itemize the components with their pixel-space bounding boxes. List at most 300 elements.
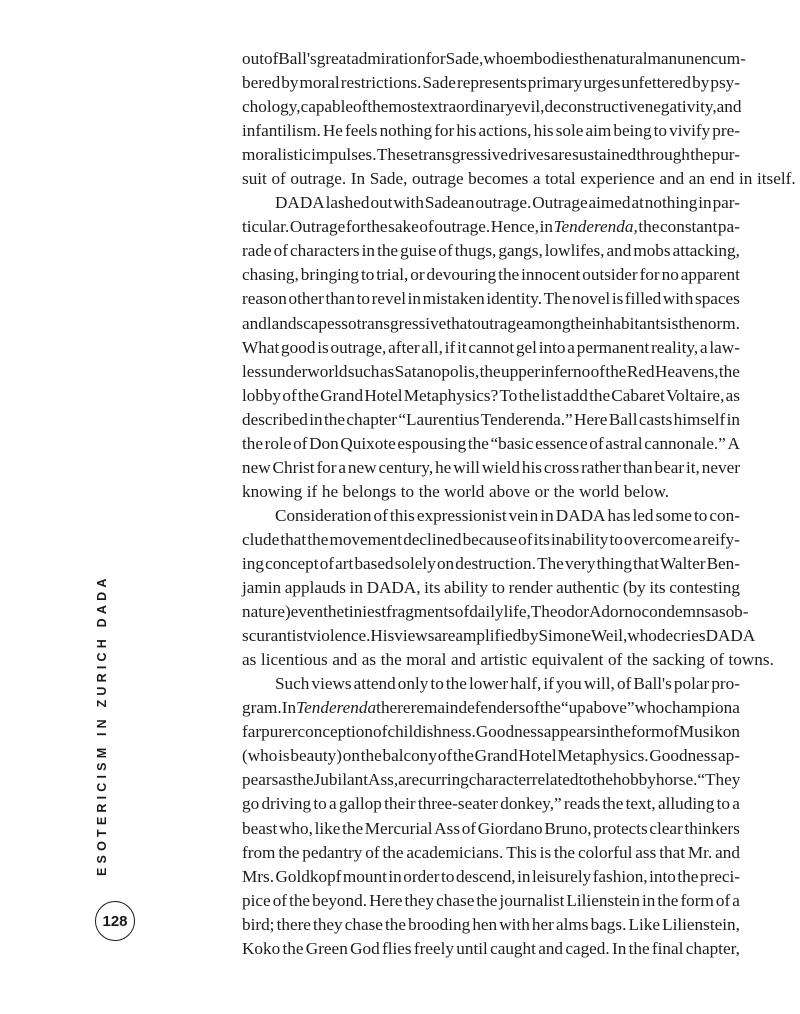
word: into [649, 866, 676, 886]
word: Quixote [340, 433, 396, 453]
word: very [564, 553, 596, 573]
word: of [319, 553, 335, 573]
word: Sadean [424, 193, 475, 213]
word: life, [503, 602, 531, 622]
word: go [242, 794, 260, 814]
page-number: 128 [95, 901, 135, 941]
word: below. [623, 481, 670, 501]
word: that [633, 553, 659, 573]
word: who, [279, 818, 313, 838]
word: pre- [712, 121, 740, 141]
word: Heavens, [654, 361, 719, 381]
word: caught [490, 938, 536, 958]
word: final [651, 938, 684, 958]
word: chase [344, 914, 383, 934]
word: defenders [458, 698, 526, 718]
word: the [377, 241, 399, 261]
word: in [641, 890, 656, 910]
word: Ass [434, 818, 461, 838]
word: in [596, 722, 610, 742]
word: colorful [577, 842, 633, 862]
word: underworld [268, 361, 348, 381]
word: authentic [556, 578, 620, 598]
word: of [664, 722, 679, 742]
word: hen [472, 914, 498, 934]
word: in [361, 241, 376, 261]
word: the [626, 650, 648, 670]
word: into [538, 337, 566, 357]
word: deconstructive [544, 97, 645, 117]
word: academicians. [406, 842, 504, 862]
word: balcony [382, 746, 437, 766]
word: drives [508, 145, 551, 165]
word: alluding [657, 794, 715, 814]
word: beauty) [290, 746, 342, 766]
word: they [313, 914, 343, 934]
word: of [365, 842, 380, 862]
text-line [242, 913, 740, 937]
text-line [242, 648, 774, 672]
word: the [605, 361, 627, 381]
word: reality, [651, 337, 699, 357]
word: the [539, 698, 561, 718]
body-text [242, 47, 796, 961]
word: outsider [582, 265, 638, 285]
word: constant [660, 217, 718, 237]
word: for [434, 121, 455, 141]
word: the [380, 650, 402, 670]
word: to [716, 794, 730, 814]
word: above [489, 481, 531, 501]
word: Here [369, 890, 403, 910]
word: in [540, 505, 554, 525]
word: mistaken [422, 289, 485, 309]
word: with [499, 914, 530, 934]
word: there [276, 914, 311, 934]
word: on [436, 553, 455, 573]
word: are [550, 145, 572, 165]
word: descend, [455, 866, 516, 886]
word: purer [261, 722, 298, 742]
word: ticular. [242, 217, 290, 237]
word: the [638, 217, 660, 237]
word: cross [543, 457, 580, 477]
word: add [563, 385, 588, 405]
word: the [677, 866, 699, 886]
word: declined [403, 529, 462, 549]
word: DADA, [366, 578, 421, 598]
word: daily [469, 602, 504, 622]
word: the [479, 361, 501, 381]
word: Metaphysics? [403, 385, 499, 405]
word: like [314, 818, 341, 838]
word: of [373, 722, 388, 742]
word: Theodor [530, 602, 590, 622]
text-line [242, 215, 740, 239]
word: In [281, 698, 297, 718]
word: characters [289, 241, 360, 261]
word: the [657, 890, 679, 910]
text-line [242, 817, 740, 841]
word: clude [242, 529, 280, 549]
word: Cabaret [611, 385, 665, 405]
word: par- [712, 193, 740, 213]
word: of [454, 602, 470, 622]
word: aim [585, 121, 612, 141]
word: freely [413, 938, 454, 958]
word: spaces [695, 289, 740, 309]
word: protects [593, 818, 648, 838]
text-line [242, 528, 740, 552]
word: its [649, 578, 666, 598]
word: gel [515, 337, 537, 357]
word: his [521, 457, 542, 477]
word: a [532, 169, 541, 189]
word: sustained [572, 145, 637, 165]
word: Goodness [649, 746, 718, 766]
word: novel [572, 289, 611, 309]
word: chapter, [685, 938, 740, 958]
word: the [452, 746, 474, 766]
word: Grand [320, 385, 364, 405]
word: Tenderenda.” [480, 409, 573, 429]
text-line [242, 263, 740, 287]
word: Mr. [687, 842, 713, 862]
word: as [379, 361, 395, 381]
word: is [666, 313, 679, 333]
word: in [698, 193, 712, 213]
word: the [678, 313, 700, 333]
word: as [725, 385, 740, 405]
word: condemns [641, 602, 712, 622]
word: nothing [379, 121, 433, 141]
word: pice [242, 890, 271, 910]
word: his [533, 121, 554, 141]
word: To [499, 385, 518, 405]
word: represents [457, 73, 527, 93]
word: world [579, 481, 620, 501]
word: Such [275, 674, 310, 694]
word: to [441, 866, 455, 886]
word: as [711, 602, 726, 622]
word: of [709, 650, 724, 670]
word: of [353, 97, 368, 117]
word: above” [585, 698, 635, 718]
word: to [400, 481, 415, 501]
word: new [242, 457, 271, 477]
word: chology, [242, 97, 301, 117]
word: who [634, 698, 665, 718]
word: the [366, 217, 388, 237]
word: will [453, 457, 480, 477]
text-line [242, 937, 740, 961]
text-line [242, 744, 740, 768]
word: their [384, 794, 416, 814]
word: In [612, 938, 627, 958]
word: Weil, [590, 626, 628, 646]
word: the [278, 842, 300, 862]
word: of [293, 433, 308, 453]
word: bringing [300, 265, 360, 285]
word: the [518, 385, 540, 405]
text-line [242, 167, 796, 191]
word: has [607, 505, 631, 525]
word: Goldkopf [275, 866, 342, 886]
word: cannot [468, 337, 515, 357]
word: preci- [699, 866, 740, 886]
word: experience [580, 169, 655, 189]
word: a [699, 337, 708, 357]
word: reads [563, 794, 601, 814]
word: clear [649, 818, 683, 838]
word: apparent [680, 265, 740, 285]
word: Sade, [369, 169, 408, 189]
word: her [531, 914, 554, 934]
word: the [554, 842, 576, 862]
word: of [438, 241, 453, 261]
text-line [242, 95, 740, 119]
word: is [278, 746, 290, 766]
word: are [434, 626, 456, 646]
word: outrage [412, 169, 464, 189]
word: list [540, 385, 562, 405]
word: of [419, 217, 434, 237]
word: Don [309, 433, 339, 453]
word: role [264, 433, 292, 453]
word: out [242, 49, 264, 68]
word: casts [638, 409, 673, 429]
word: other [288, 289, 324, 309]
word: Koko [242, 938, 281, 958]
text-line [242, 312, 740, 336]
word: cannonale.” [644, 433, 726, 453]
word: devouring [426, 265, 497, 285]
word: his [456, 121, 477, 141]
word: to [609, 529, 623, 549]
word: sacking [652, 650, 705, 670]
word: Tenderenda, [553, 217, 638, 237]
word: suit [242, 169, 267, 189]
text-line [242, 600, 749, 624]
word: form [680, 890, 714, 910]
word: it [456, 337, 467, 357]
word: innocent [521, 265, 581, 285]
word: appears [543, 722, 597, 742]
word: Musikon [678, 722, 740, 742]
word: recurring [405, 770, 469, 790]
word: the [445, 674, 467, 694]
word: Adorno [589, 602, 642, 622]
word: transgressive [356, 313, 447, 333]
word: most [388, 97, 422, 117]
word: Ben- [706, 553, 740, 573]
word: character [468, 770, 532, 790]
word: the [367, 97, 389, 117]
word: outrage, [330, 337, 387, 357]
word: Ass, [368, 770, 399, 790]
word: is [539, 842, 552, 862]
word: new [347, 457, 377, 477]
word: Giordano [477, 818, 543, 838]
word: a [692, 529, 701, 549]
word: an [688, 169, 705, 189]
word: form [630, 722, 665, 742]
word: bags. [590, 914, 627, 934]
running-head: ESOTERICISM IN ZURICH DADA [95, 574, 109, 876]
word: the [553, 481, 575, 501]
word: “Laurentius [398, 409, 480, 429]
word: Tenderenda [296, 698, 377, 718]
word: fragments [386, 602, 455, 622]
word: related [531, 770, 579, 790]
word: mobs [633, 241, 671, 261]
word: the [242, 433, 263, 453]
word: jamin [242, 578, 282, 598]
word: or [410, 265, 425, 285]
word: Bruno, [544, 818, 592, 838]
word: expressionist [416, 505, 507, 525]
word: wield [481, 457, 521, 477]
word: the [609, 722, 631, 742]
word: donkey,” [500, 794, 562, 814]
word: trial, [376, 265, 409, 285]
word: they [404, 890, 435, 910]
word: beast [242, 818, 278, 838]
word: moral [299, 73, 340, 93]
word: by [281, 73, 299, 93]
word: filled [624, 289, 662, 309]
word: views [311, 674, 352, 694]
word: What [242, 337, 280, 357]
text-line [242, 504, 740, 528]
word: in [726, 409, 740, 429]
word: and [450, 650, 476, 670]
word: this [389, 505, 415, 525]
word: out [370, 193, 393, 213]
word: the [690, 145, 712, 165]
word: nature) [242, 602, 291, 622]
text-line [242, 889, 740, 913]
word: for [316, 457, 337, 477]
word: so [341, 313, 357, 333]
word: in [517, 866, 531, 886]
word: the [282, 938, 304, 958]
word: attacking, [672, 241, 740, 261]
word: flies [382, 938, 412, 958]
word: amplified [455, 626, 522, 646]
word: the [323, 602, 345, 622]
word: Jubilant [313, 770, 369, 790]
word: of [263, 49, 279, 68]
word: end [709, 169, 735, 189]
text-line [242, 576, 740, 600]
word: outrage. [434, 217, 491, 237]
word: beyond. [312, 890, 368, 910]
word: and [606, 241, 632, 261]
word: the [297, 385, 319, 405]
word: law- [709, 337, 740, 357]
word: all, [421, 337, 443, 357]
word: you [555, 674, 582, 694]
word: feels [345, 121, 378, 141]
word: ability [444, 578, 488, 598]
text-line [242, 336, 740, 360]
word: remain [410, 698, 459, 718]
word: described [242, 409, 308, 429]
word: at [631, 193, 644, 213]
word: Hotel [364, 385, 403, 405]
word: with [662, 289, 694, 309]
word: among [523, 313, 571, 333]
word: until [456, 938, 488, 958]
text-line [242, 720, 740, 744]
word: admiration [351, 49, 426, 68]
word: landscapes [266, 313, 342, 333]
word: Lilienstein [566, 890, 640, 910]
word: Voltaire, [665, 385, 725, 405]
word: Outrage [532, 193, 588, 213]
word: inability [551, 529, 609, 549]
word: Outrage [289, 217, 346, 237]
word: of [282, 385, 297, 405]
word: These [376, 145, 418, 165]
word: Goodness [475, 722, 544, 742]
word: embodies [512, 49, 579, 68]
word: century, [378, 457, 434, 477]
word: revel [371, 289, 407, 309]
word: destruction. [455, 553, 536, 573]
word: infantilism. [242, 121, 321, 141]
word: unfettered [621, 73, 691, 93]
word: and [716, 97, 742, 117]
word: he [321, 481, 339, 501]
word: Christ [272, 457, 315, 477]
word: the [307, 529, 329, 549]
word: the [323, 409, 345, 429]
word: vivify [669, 121, 711, 141]
word: rade [242, 241, 272, 261]
text-line [242, 672, 740, 696]
word: scurantist [242, 626, 308, 646]
word: attend [353, 674, 396, 694]
word: bered [242, 73, 281, 93]
word: “up [560, 698, 586, 718]
text-line [242, 239, 740, 263]
text-line [242, 408, 740, 432]
word: in [309, 409, 323, 429]
word: solely [394, 553, 436, 573]
text-line [242, 191, 740, 215]
word: its [533, 529, 550, 549]
word: to [360, 265, 375, 285]
word: pears [242, 770, 279, 790]
word: pro- [711, 674, 740, 694]
word: DADA [555, 505, 606, 525]
word: moral [406, 650, 447, 670]
word: or [534, 481, 549, 501]
word: order [403, 866, 440, 886]
word: the [570, 313, 592, 333]
word: leisurely [532, 866, 592, 886]
word: if [306, 481, 318, 501]
word: in [739, 169, 753, 189]
word: urges [583, 73, 621, 93]
word: movement [329, 529, 403, 549]
word: to [313, 794, 327, 814]
word: a [338, 457, 347, 477]
word: Simone [538, 626, 591, 646]
word: half, [510, 674, 542, 694]
